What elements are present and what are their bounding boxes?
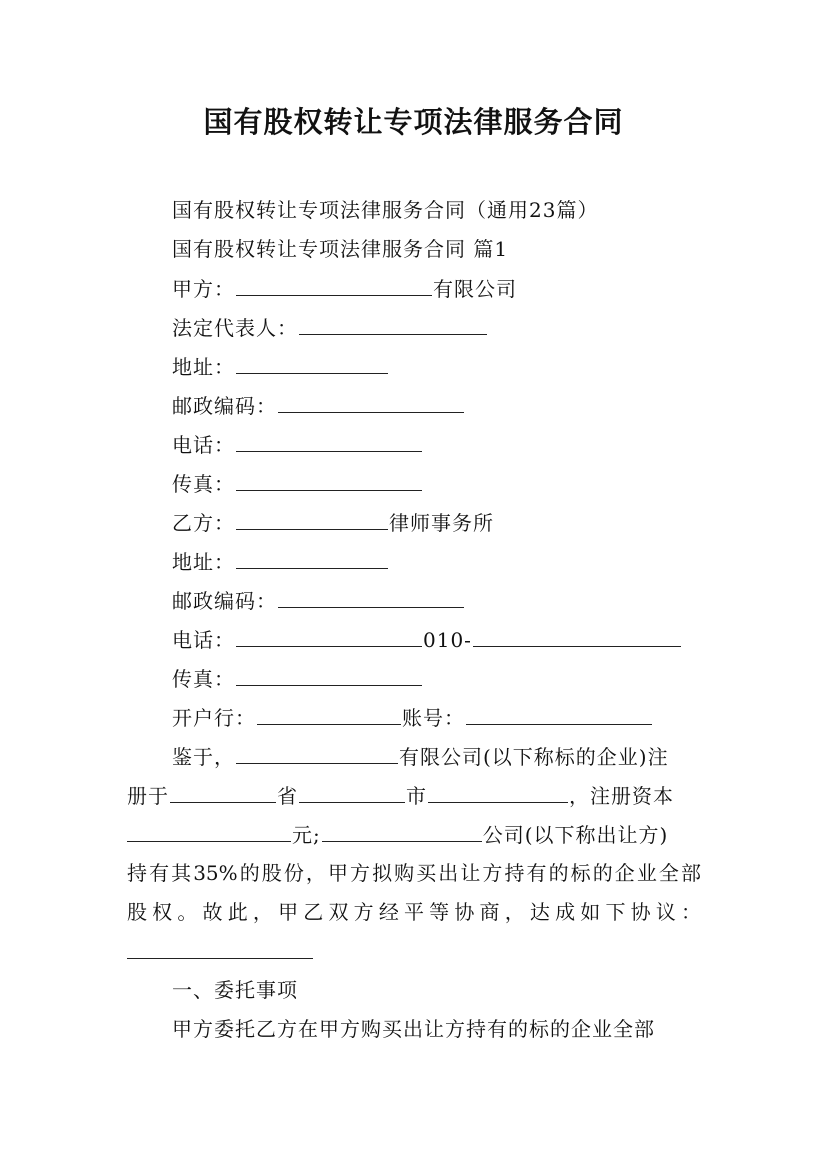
transferor-blank xyxy=(322,819,482,842)
party-a-fax-blank xyxy=(236,468,422,491)
recital-line-2 xyxy=(127,780,674,811)
party-b-label: 乙方： xyxy=(172,511,235,535)
party-b-phone-line xyxy=(172,624,682,655)
recital-line-3 xyxy=(127,819,668,850)
party-a-name-blank xyxy=(236,273,432,296)
recital-line-5: 股权。故此，甲乙双方经平等协商，达成如下协议： xyxy=(127,900,701,924)
party-b-name-blank xyxy=(236,507,388,530)
party-a-address-label: 地址： xyxy=(172,355,235,379)
capital-blank xyxy=(127,819,291,842)
party-a-phone-blank xyxy=(236,429,422,452)
party-b-account-label: 账号： xyxy=(402,706,465,730)
city-blank xyxy=(299,780,405,803)
party-b-address-label: 地址： xyxy=(172,550,235,574)
party-a-rep-blank xyxy=(299,312,487,335)
district-blank xyxy=(428,780,568,803)
party-b-postcode-label: 邮政编码： xyxy=(172,589,277,613)
clause-1-heading: 一、委托事项 xyxy=(172,978,298,1002)
target-company-blank xyxy=(236,741,398,764)
party-a-fax-line xyxy=(172,468,423,499)
party-b-bank-blank xyxy=(257,702,401,725)
party-b-fax-blank xyxy=(236,663,422,686)
party-a-postcode-label: 邮政编码： xyxy=(172,394,277,418)
recital-line-1 xyxy=(172,741,669,772)
party-b-account-blank xyxy=(466,702,652,725)
party-b-postcode-line xyxy=(172,585,465,616)
province-blank xyxy=(170,780,276,803)
party-a-rep-line xyxy=(172,312,488,343)
recital-text: 市 xyxy=(406,784,427,808)
recital-text: 鉴于， xyxy=(172,745,235,769)
party-a-fax-label: 传真： xyxy=(172,472,235,496)
party-a-postcode-line xyxy=(172,390,465,421)
party-a-phone-label: 电话： xyxy=(172,433,235,457)
party-b-postcode-blank xyxy=(278,585,464,608)
recital-text: 省 xyxy=(277,784,298,808)
party-b-fax-line xyxy=(172,663,423,694)
party-a-address-line xyxy=(172,351,389,382)
party-a-rep-label: 法定代表人： xyxy=(172,316,298,340)
recital-text: 有限公司(以下称标的企业)注 xyxy=(399,745,669,769)
clause-1-text: 甲方委托乙方在甲方购买出让方持有的标的企业全部 xyxy=(172,1017,655,1041)
party-b-bank-line xyxy=(172,702,653,733)
party-b-phone-number-blank xyxy=(473,624,681,647)
party-a-address-blank xyxy=(236,351,388,374)
party-b-address-line xyxy=(172,546,389,577)
party-b-address-blank xyxy=(236,546,388,569)
party-b-phone-prefix: 010- xyxy=(423,628,472,652)
party-b-line xyxy=(172,507,494,538)
party-a-postcode-blank xyxy=(278,390,464,413)
recital-line-6 xyxy=(127,936,314,967)
recital-text: 公司(以下称出让方) xyxy=(482,823,669,847)
recital-text: ，注册资本 xyxy=(569,784,674,808)
section-heading: 国有股权转让专项法律服务合同 篇1 xyxy=(172,237,509,261)
recital-text: 册于 xyxy=(127,784,169,808)
party-b-suffix: 律师事务所 xyxy=(389,511,494,535)
recital-text: 元; xyxy=(292,823,321,847)
party-b-phone-label: 电话： xyxy=(172,628,235,652)
document-title: 国有股权转让专项法律服务合同 xyxy=(203,105,624,139)
party-a-phone-line xyxy=(172,429,423,460)
party-b-fax-label: 传真： xyxy=(172,667,235,691)
recital-line-4: 持有其35%的股份，甲方拟购买出让方持有的标的企业全部 xyxy=(127,861,701,885)
signature-blank xyxy=(127,936,313,959)
party-b-bank-label: 开户行： xyxy=(172,706,256,730)
party-a-label: 甲方： xyxy=(172,277,235,301)
party-a-suffix: 有限公司 xyxy=(433,277,517,301)
document-subtitle: 国有股权转让专项法律服务合同（通用23篇） xyxy=(172,198,599,222)
party-a-line xyxy=(172,273,517,304)
party-b-phone-blank xyxy=(236,624,422,647)
